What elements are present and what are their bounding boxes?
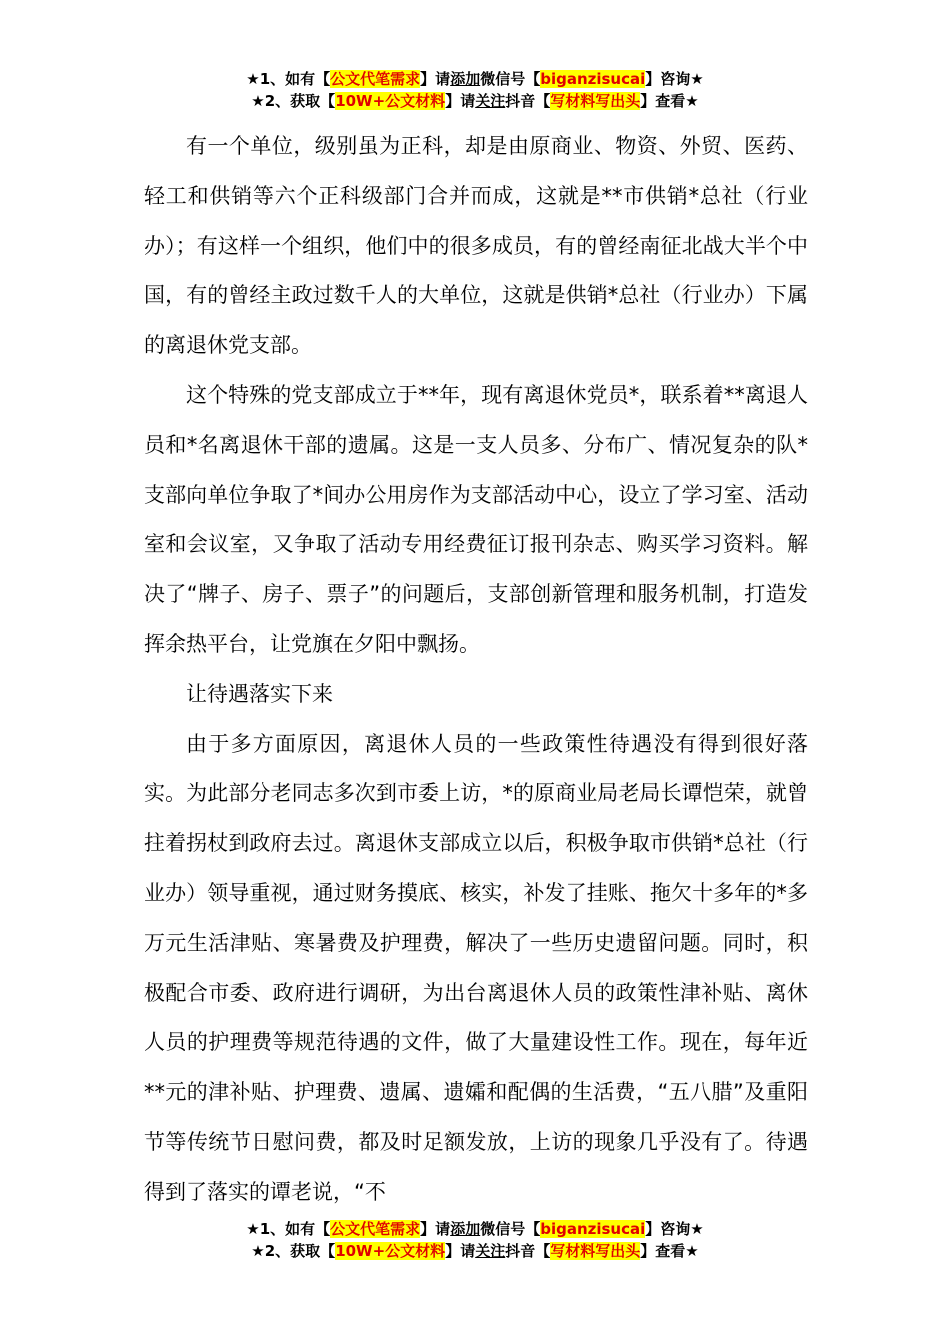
document-body — [144, 122, 808, 1218]
banner-highlight: 写材料写出头 — [550, 1242, 641, 1260]
banner-highlight: biganzisucai — [540, 70, 646, 88]
banner-highlight: 公文代笔需求 — [330, 1220, 421, 1238]
banner-highlight: 10W+公文材料 — [335, 1242, 446, 1260]
section-heading: 让待遇落实下来 — [186, 681, 333, 706]
banner-underline: 关注 — [475, 92, 506, 110]
banner-text: 抖音【 — [505, 1242, 551, 1260]
banner-highlight: 公文代笔需求 — [330, 70, 421, 88]
banner-text: ★1、如有【 — [246, 1220, 331, 1238]
paragraph: 由于多方面原因，离退休人员的一些政策性待遇没有得到很好落实。为此部分老同志多次到市委上访，*的原商业局老局长谭恺荣，就曾拄着拐杖到政府去过。离退休支部成立以后，积极争取市供销*总社（行业办）领导重视，通过财务摸底、核实，补发了挂账、拖欠十多年的*多万元生活津贴、寒暑费及护理费，解决了一些历史遗留问题。同时，积极配合市委、政府进行调研，为出台离退休人员的政策性津补贴、离休人员的护理费等规范待遇的文件，做了大量建设性工作。现在，每年近**元的津补贴、护理费、遗属、遗孀和配偶的生活费，“五八腊”及重阳节等传统节日慰问费，都及时足额发放，上访的现象几乎没有了。待遇得到了落实的谭老说，“不 — [144, 731, 808, 1204]
banner-text: 微信号【 — [480, 1220, 541, 1238]
banner-text: 】查看★ — [640, 1242, 699, 1260]
banner-text: 】咨询★ — [645, 1220, 704, 1238]
banner-text: ★2、获取【 — [251, 92, 336, 110]
banner-line-2 — [0, 90, 950, 112]
header-banner — [0, 68, 950, 112]
footer-banner — [0, 1218, 950, 1262]
banner-text: 】请 — [420, 1220, 451, 1238]
banner-text: ★2、获取【 — [251, 1242, 336, 1260]
banner-underline: 添加 — [450, 70, 481, 88]
banner-text: 】查看★ — [640, 92, 699, 110]
banner-text: 】请 — [445, 92, 476, 110]
banner-text: 抖音【 — [505, 92, 551, 110]
banner-text: 】请 — [445, 1242, 476, 1260]
paragraph: 有一个单位，级别虽为正科，却是由原商业、物资、外贸、医药、轻工和供销等六个正科级部门合并而成，这就是**市供销*总社（行业办）；有这样一个组织，他们中的很多成员，有的曾经南征北战大半个中国，有的曾经主政过数千人的大单位，这就是供销*总社（行业办）下属的离退休党支部。 — [144, 134, 808, 358]
banner-text: 】请 — [420, 70, 451, 88]
banner-text: 微信号【 — [480, 70, 541, 88]
banner-underline: 关注 — [475, 1242, 506, 1260]
banner-highlight: 10W+公文材料 — [335, 92, 446, 110]
paragraph: 这个特殊的党支部成立于**年，现有离退休党员*，联系着**离退人员和*名离退休干部的遗属。这是一支人员多、分布广、情况复杂的队*支部向单位争取了*间办公用房作为支部活动中心，设立了学习室、活动室和会议室，又争取了活动专用经费征订报刊杂志、购买学习资料。解决了“牌子、房子、票子”的问题后，支部创新管理和服务机制，打造发挥余热平台，让党旗在夕阳中飘扬。 — [144, 382, 808, 656]
banner-text: 】咨询★ — [645, 70, 704, 88]
banner-line-1 — [0, 68, 950, 90]
banner-highlight: biganzisucai — [540, 1220, 646, 1238]
banner-text: ★1、如有【 — [246, 70, 331, 88]
banner-line-1 — [0, 1218, 950, 1240]
banner-line-2 — [0, 1240, 950, 1262]
banner-highlight: 写材料写出头 — [550, 92, 641, 110]
banner-underline: 添加 — [450, 1220, 481, 1238]
